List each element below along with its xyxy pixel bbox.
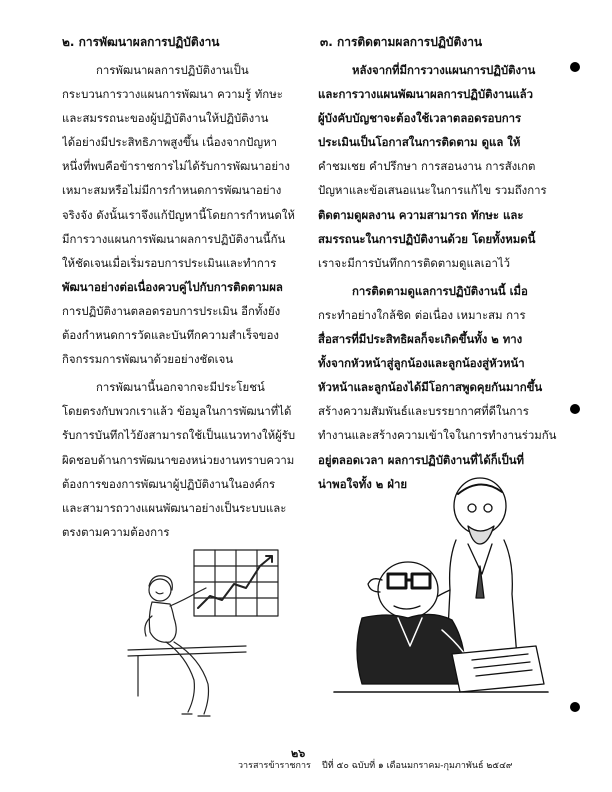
section-2-heading: ๒. การพัฒนาผลการปฏิบัติงาน (62, 35, 220, 49)
section-3-paragraph-1 (318, 58, 564, 275)
text-line: รับการบันทึกไว้ยังสามารถใช้เป็นแนวทางให้ผู้รับ (62, 428, 296, 443)
text-line: ได้อย่างมีประสิทธิภาพสูงขึ้น เนื่องจากปัญหา (62, 135, 277, 150)
text-line: การปฏิบัติงานตลอดรอบการประเมิน อีกทั้งยัง (62, 303, 281, 318)
text-line: อยู่ตลอดเวลา ผลการปฏิบัติงานที่ได้ก็เป็นที่ (318, 452, 525, 467)
journal-name: วารสารข้าราชการ (238, 761, 311, 771)
text-line: ทำงานและสร้างความเข้าใจในการทำงานร่วมกัน (318, 428, 557, 443)
text-line: สมรรถนะในการปฏิบัติงานด้วย โดยทั้งหมดนี้ (318, 231, 536, 246)
text-line: กระทำอย่างใกล้ชิด ต่อเนื่อง เหมาะสม การ (318, 307, 526, 322)
text-line: มีการวางแผนการพัฒนาผลการปฏิบัติงานนี้กัน (62, 231, 286, 246)
hole-punch-mark (570, 404, 580, 414)
text-line: หลังจากที่มีการวางแผนการปฏิบัติงาน (352, 63, 536, 77)
text-line: คำชมเชย คำปรึกษา การสอนงาน การสังเกต (318, 159, 536, 174)
text-line: ให้ชัดเจนเมื่อเริ่มรอบการประเมินและทำการ (62, 255, 277, 270)
right-column (318, 34, 564, 496)
text-line: กระบวนการวางแผนการพัฒนา ความรู้ ทักษะ (62, 87, 283, 102)
text-line: การพัฒนานี้นอกจากจะมีประโยชน์ (96, 380, 265, 395)
text-line: ทั้งจากหัวหน้าสู่ลูกน้องและลูกน้องสู่หัวหน้า (318, 356, 525, 371)
text-line: หนึ่งที่พบคือข้าราชการไม่ได้รับการพัฒนาอย่าง (62, 159, 290, 174)
text-line: จริงจัง ดังนั้นเราจึงแก้ปัญหานี้โดยการกำหนดให้ (62, 207, 295, 222)
text-line: การติดตามดูแลการปฏิบัติงานนี้ เมื่อ (352, 283, 528, 298)
text-line: สร้างความสัมพันธ์และบรรยากาศที่ดีในการ (318, 404, 529, 419)
text-line: ติดตามดูผลงาน ความสามารถ ทักษะ และ (318, 207, 524, 222)
issue-info: ปีที่ ๕๐ ฉบับที่ ๑ เดือนมกราคม-กุมภาพันธ์ ๒๕๔๙ (322, 761, 513, 771)
text-line: การพัฒนาผลการปฏิบัติงานเป็น (96, 63, 249, 77)
presenter-chart-illustration (126, 546, 286, 722)
text-line: และการวางแผนพัฒนาผลการปฏิบัติงานแล้ว (318, 87, 534, 102)
page-number: ๒๖ (291, 747, 306, 760)
text-line: ผู้บังคับบัญชาจะต้องใช้เวลาตลอดรอบการ (318, 111, 522, 126)
text-line: กิจกรรมการพัฒนาด้วยอย่างชัดเจน (62, 352, 234, 367)
text-line: พัฒนาอย่างต่อเนื่องควบคู่ไปกับการติดตามผล (62, 279, 283, 294)
hole-punch-mark (570, 702, 580, 712)
text-line: ปัญหาและข้อเสนอแนะในการแก้ไข รวมถึงการ (318, 183, 547, 198)
text-line: ตรงตามความต้องการ (62, 524, 170, 539)
text-line: สื่อสารที่มีประสิทธิผลก็จะเกิดขึ้นทั้ง ๒ ทาง (318, 332, 523, 347)
text-line: และสามารถวางแผนพัฒนาอย่างเป็นระบบและ (62, 500, 287, 515)
text-line: หัวหน้าและลูกน้องได้มีโอกาสพูดคุยกันมากขึ้น (318, 380, 543, 395)
text-line: ต้องการของการพัฒนาผู้ปฏิบัติงานในองค์กร (62, 476, 276, 491)
left-column (62, 34, 308, 544)
text-line: ประเมินเป็นโอกาสในการติดตาม ดูแล ให้ (318, 135, 521, 150)
section-3-paragraph-2 (318, 279, 564, 496)
supervisor-review-illustration (332, 470, 550, 696)
text-line: ต้องกำหนดการวัดและบันทึกความสำเร็จของ (62, 328, 279, 343)
section-2-paragraph-1 (62, 58, 308, 371)
text-line: และสมรรถนะของผู้ปฏิบัติงานให้ปฏิบัติงาน (62, 111, 269, 126)
section-2-paragraph-2 (62, 375, 308, 544)
text-line: โดยตรงกับพวกเราแล้ว ข้อมูลในการพัฒนาที่ได้ (62, 404, 292, 419)
text-line: เราจะมีการบันทึกการติดตามดูแลเอาไว้ (318, 255, 511, 270)
text-line: เหมาะสมหรือไม่มีการกำหนดการพัฒนาอย่าง (62, 183, 282, 198)
hole-punch-mark (570, 62, 580, 72)
section-3-heading: ๓. การติดตามผลการปฏิบัติงาน (320, 35, 483, 49)
text-line: ผิดชอบด้านการพัฒนาของหน่วยงานทราบความ (62, 452, 295, 467)
text-line: น่าพอใจทั้ง ๒ ฝ่าย (318, 476, 408, 491)
